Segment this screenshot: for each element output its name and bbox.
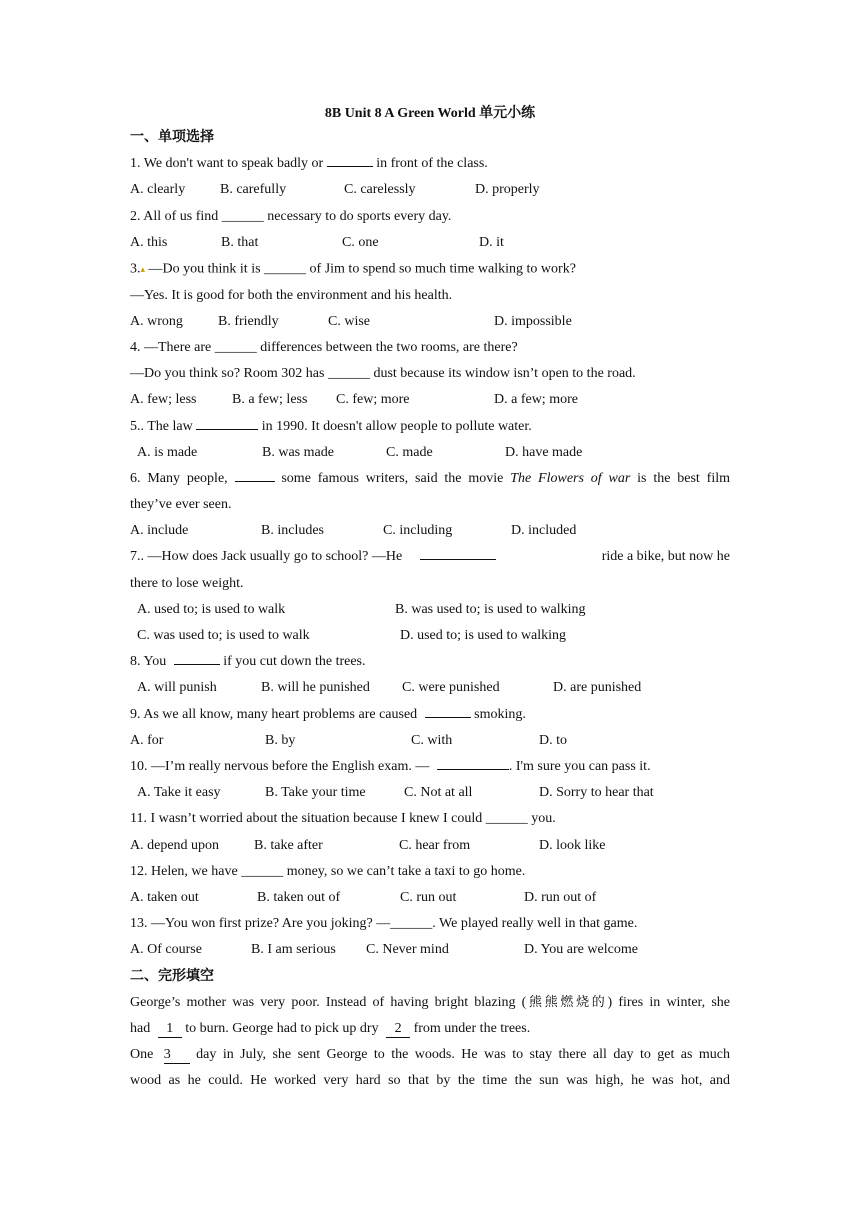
- question-stem: in front of the class.: [372, 156, 488, 172]
- option-c: C. was used to; is used to walk: [137, 628, 310, 644]
- option-d: D. Sorry to hear that: [539, 785, 654, 801]
- cloze-text: from under the trees.: [410, 1021, 531, 1037]
- question-stem: of Jim to spend so much time walking to work?: [306, 261, 576, 277]
- options-row: [130, 623, 730, 649]
- option-b: B. carefully: [220, 182, 287, 198]
- question-stem-part: 7.. —How does Jack usually go to school? —He: [130, 549, 406, 565]
- question-stem: money, so we can’t take a taxi to go home.: [283, 863, 526, 879]
- cloze-line-4: wood as he could. He worked very hard so that by the time the sun was high, he was hot, and: [130, 1073, 730, 1089]
- answer-blank: [327, 151, 373, 167]
- answer-blank: ______: [264, 261, 307, 277]
- question-stem-continued: there to lose weight.: [130, 575, 244, 591]
- question-stem: [130, 544, 496, 570]
- question-stem-continued: they’ve ever seen.: [130, 497, 232, 513]
- question-stem: —Do you think so? Room 302 has: [130, 366, 328, 382]
- options-row: [130, 230, 730, 256]
- options-row: [130, 833, 730, 859]
- question-stem: in 1990. It doesn't allow people to pollute water.: [258, 418, 532, 434]
- options-row: [130, 780, 730, 806]
- option-a: A. include: [130, 523, 189, 539]
- option-c: C. were punished: [402, 680, 500, 696]
- option-a: A. this: [130, 234, 168, 250]
- option-d: D. are punished: [553, 680, 642, 696]
- question-5: [130, 414, 730, 440]
- question-stem: . We played really well in that game.: [432, 916, 638, 932]
- question-stem: 10. —I’m really nervous before the English exam. —: [130, 759, 433, 775]
- anchor-mark-icon: ▴: [140, 263, 146, 274]
- option-b: B. I am serious: [251, 942, 336, 958]
- answer-blank: ______: [390, 916, 433, 932]
- options-row: [130, 177, 730, 203]
- cloze-text: George’s mother was very poor. Instead of having bright blazing (: [130, 994, 527, 1010]
- answer-blank: ______: [241, 863, 284, 879]
- option-c: C. Not at all: [404, 785, 473, 801]
- option-b: B. by: [265, 732, 296, 748]
- question-stem: 3.: [130, 261, 141, 277]
- options-row: [130, 728, 730, 754]
- question-stem: smoking.: [470, 706, 526, 722]
- cloze-blank-2: 2: [386, 1022, 410, 1038]
- section-heading-cloze: 二、完形填空: [130, 968, 214, 984]
- question-stem: 5.. The law: [130, 418, 197, 434]
- option-b: B. was used to; is used to walking: [395, 601, 586, 617]
- question-11: [130, 806, 730, 832]
- question-stem: you.: [527, 811, 556, 827]
- options-row: [130, 518, 730, 544]
- options-row: [130, 440, 730, 466]
- option-d: D. properly: [475, 182, 540, 198]
- option-c: C. few; more: [336, 392, 410, 408]
- option-d: D. You are welcome: [524, 942, 638, 958]
- question-8: [130, 649, 730, 675]
- cloze-line-1: [130, 990, 730, 1016]
- cloze-text: day in July, she sent George to the woods. He was to stay there all day to get as much: [189, 1047, 730, 1063]
- question-stem: 6. Many people,: [130, 470, 235, 486]
- option-b: B. take after: [254, 837, 323, 853]
- question-reply: —Yes. It is good for both the environment and his health.: [130, 287, 453, 303]
- cloze-blank-1: 1: [158, 1022, 182, 1038]
- option-b: B. friendly: [218, 313, 279, 329]
- cloze-blank-3: 3: [164, 1048, 190, 1064]
- option-b: B. was made: [262, 444, 334, 460]
- question-3: [130, 256, 730, 283]
- cloze-line-2: [130, 1016, 730, 1042]
- option-b: B. taken out of: [257, 890, 341, 906]
- option-c: C. hear from: [399, 837, 471, 853]
- options-row: [130, 597, 730, 623]
- question-stem: ride a bike, but now he: [601, 549, 730, 565]
- question-stem: —Do you think it is: [145, 261, 265, 277]
- option-c: C. run out: [400, 890, 457, 906]
- option-d: D. it: [479, 234, 504, 250]
- option-c: C. Never mind: [366, 942, 449, 958]
- options-row: [130, 885, 730, 911]
- answer-blank: [425, 702, 471, 718]
- option-c: C. carelessly: [344, 182, 416, 198]
- option-c: C. made: [386, 444, 433, 460]
- option-b: B. a few; less: [232, 392, 308, 408]
- question-stem: 4. —There are: [130, 339, 215, 355]
- question-stem: 1. We don't want to speak badly or: [130, 156, 327, 172]
- answer-blank: ______: [327, 366, 370, 382]
- option-a: A. for: [130, 732, 164, 748]
- option-d: D. to: [539, 732, 567, 748]
- question-stem: necessary to do sports every day.: [263, 208, 452, 224]
- option-c: C. with: [411, 732, 453, 748]
- option-c: C. wise: [328, 313, 370, 329]
- options-row: [130, 675, 730, 701]
- question-stem: 12. Helen, we have: [130, 863, 242, 879]
- cloze-text: ) fires in winter, she: [607, 994, 731, 1010]
- question-stem: dust because its window isn’t open to the road.: [369, 366, 636, 382]
- answer-blank: ______: [221, 208, 264, 224]
- answer-blank: [420, 544, 496, 560]
- question-stem: . I'm sure you can pass it.: [508, 759, 651, 775]
- option-d: D. run out of: [524, 890, 597, 906]
- option-a: A. depend upon: [130, 837, 220, 853]
- option-d: D. look like: [539, 837, 606, 853]
- answer-blank: ______: [214, 339, 257, 355]
- option-a: A. is made: [137, 444, 198, 460]
- option-d: D. impossible: [494, 313, 572, 329]
- question-1: [130, 151, 730, 177]
- cloze-text: to burn. George had to pick up dry: [181, 1021, 383, 1037]
- question-6: [130, 466, 730, 492]
- question-13: [130, 911, 730, 937]
- option-d: D. a few; more: [494, 392, 578, 408]
- options-row: [130, 387, 730, 413]
- question-2: [130, 204, 730, 230]
- question-12: [130, 859, 730, 885]
- cloze-text: had: [130, 1021, 154, 1037]
- option-a: A. used to; is used to walk: [137, 601, 286, 617]
- answer-blank: ______: [485, 811, 528, 827]
- option-b: B. includes: [261, 523, 324, 539]
- option-d: D. have made: [505, 444, 583, 460]
- chinese-gloss: 熊熊燃烧的: [526, 994, 608, 1010]
- question-stem: 2. All of us find: [130, 208, 222, 224]
- page-title: 8B Unit 8 A Green World 单元小练: [324, 106, 536, 121]
- question-7: [130, 544, 730, 570]
- options-row: [130, 309, 730, 335]
- worksheet-body: [130, 125, 730, 1095]
- question-stem: 8. You: [130, 654, 170, 670]
- movie-title: The Flowers of war: [510, 470, 631, 486]
- question-stem: is the best film: [630, 470, 730, 486]
- option-c: C. one: [342, 234, 379, 250]
- question-stem: 9. As we all know, many heart problems are caused: [130, 706, 421, 722]
- cloze-text: One: [130, 1047, 160, 1063]
- answer-blank: [235, 466, 275, 482]
- question-stem: 13. —You won first prize? Are you joking? —: [130, 916, 391, 932]
- option-a: A. few; less: [130, 392, 197, 408]
- option-a: A. taken out: [130, 890, 199, 906]
- section-heading-choice: 一、单项选择: [130, 130, 214, 145]
- question-stem: 11. I wasn’t worried about the situation because I knew I could: [130, 811, 486, 827]
- option-b: B. that: [221, 234, 259, 250]
- question-stem: if you cut down the trees.: [219, 654, 366, 670]
- answer-blank: [174, 649, 220, 665]
- question-10: [130, 754, 730, 780]
- question-4: [130, 335, 730, 361]
- option-d: D. included: [511, 523, 577, 539]
- option-a: A. will punish: [137, 680, 217, 696]
- option-b: B. Take your time: [265, 785, 366, 801]
- answer-blank: [196, 414, 258, 430]
- option-c: C. including: [383, 523, 453, 539]
- question-9: [130, 702, 730, 728]
- options-row: [130, 937, 730, 963]
- answer-blank: [437, 754, 509, 770]
- option-a: A. Take it easy: [137, 785, 221, 801]
- option-b: B. will he punished: [261, 680, 370, 696]
- option-a: A. Of course: [130, 942, 202, 958]
- option-a: A. clearly: [130, 182, 186, 198]
- question-reply: [130, 361, 730, 387]
- cloze-line-3: [130, 1042, 730, 1068]
- option-a: A. wrong: [130, 313, 183, 329]
- question-stem: differences between the two rooms, are there?: [256, 339, 518, 355]
- option-d: D. used to; is used to walking: [400, 628, 567, 644]
- question-stem: some famous writers, said the movie: [274, 470, 511, 486]
